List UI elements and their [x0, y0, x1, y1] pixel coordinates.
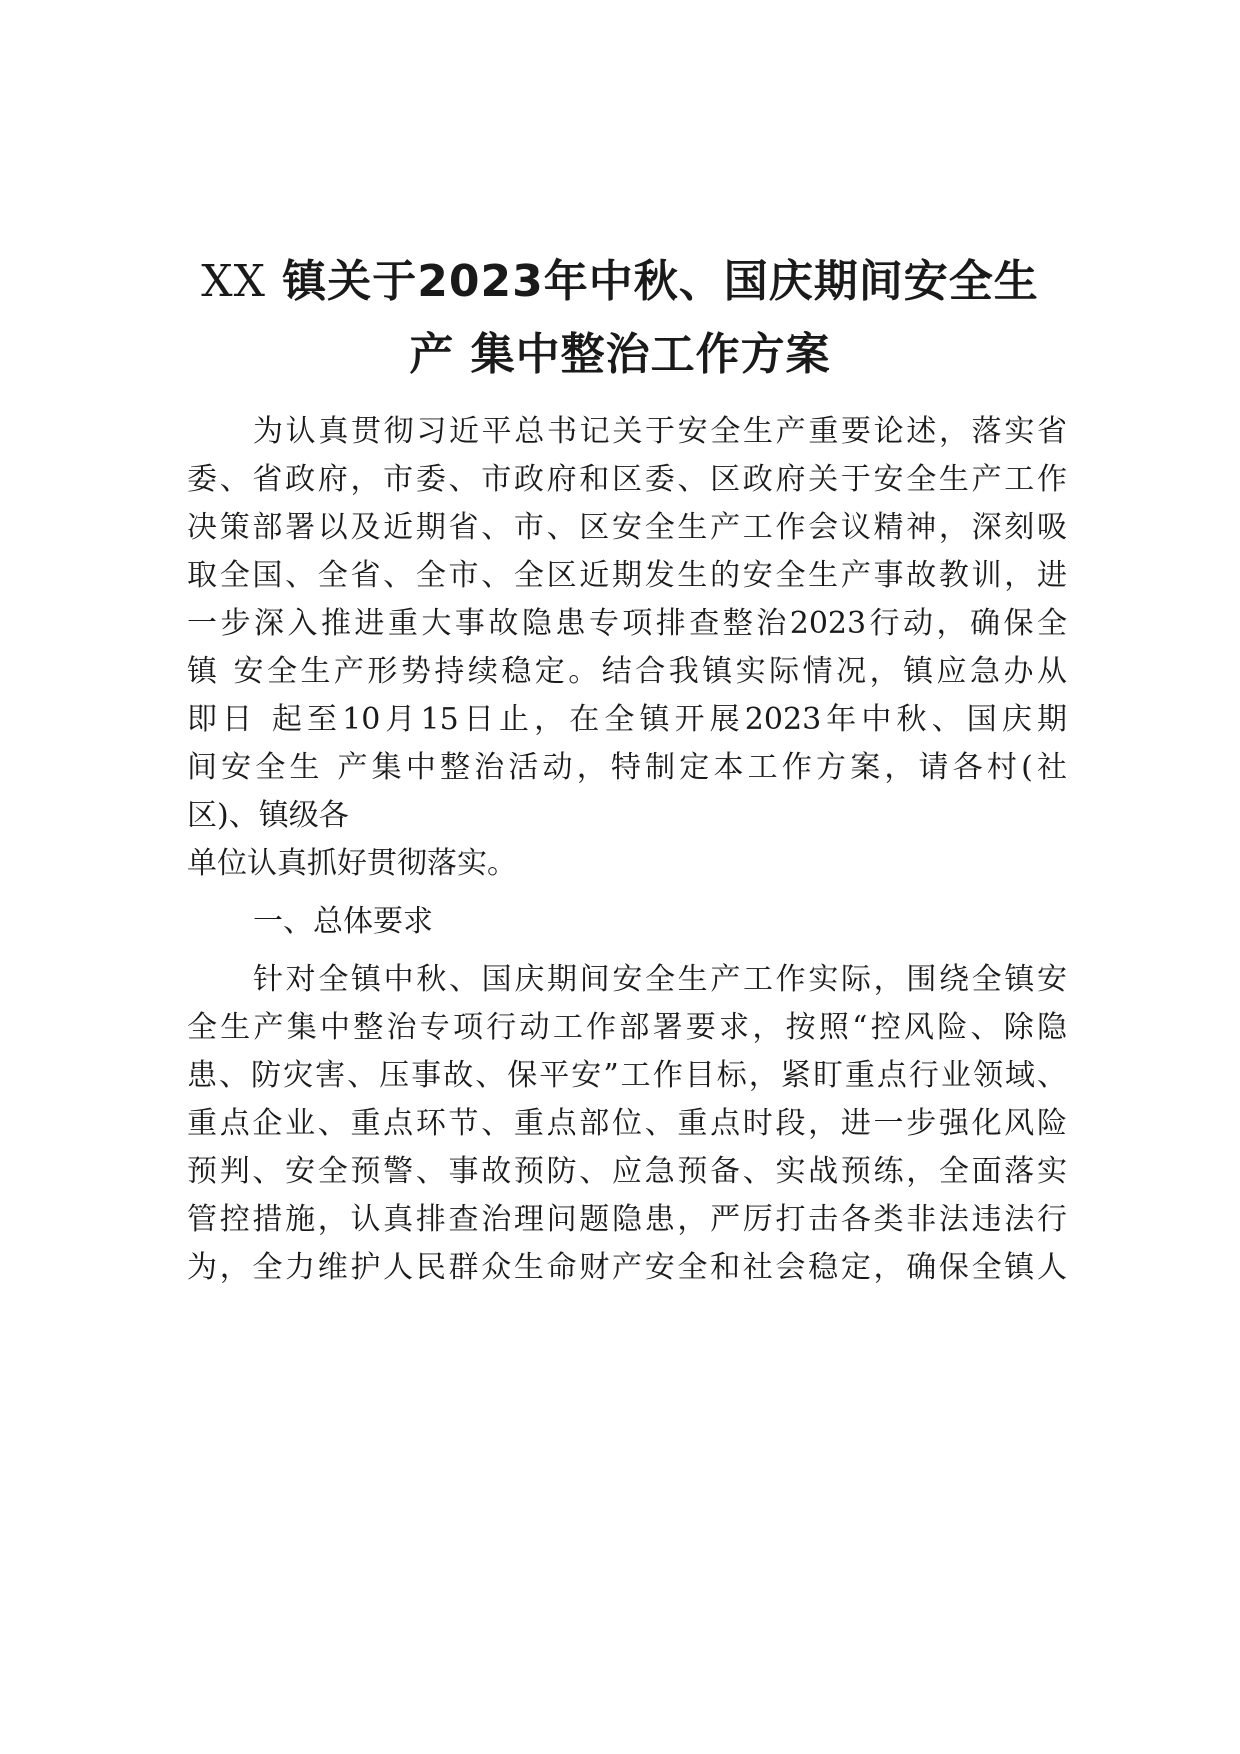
paragraph-2-line: 为，全力维护人民群众生命财产安全和社会稳定，确保全镇人 — [187, 1250, 1067, 1285]
paragraph-1-line: 间安全生 产集中整治活动，特制定本工作方案，请各村(社 — [187, 750, 1067, 785]
paragraph-1-line: 即日 起至10月15日止，在全镇开展2023年中秋、国庆期 — [187, 702, 1067, 737]
paragraph-1-line: 单位认真抓好贯彻落实。 — [187, 846, 517, 881]
paragraph-1-line: 为认真贯彻习近平总书记关于安全生产重要论述，落实省 — [253, 414, 1067, 449]
section-heading-1: 一、总体要求 — [253, 904, 433, 939]
paragraph-1-line: 区)、镇级各 — [187, 798, 349, 833]
paragraph-2-line: 重点企业、重点环节、重点部位、重点时段，进一步强化风险 — [187, 1106, 1067, 1141]
paragraph-1-line: 决策部署以及近期省、市、区安全生产工作会议精神，深刻吸 — [187, 510, 1067, 545]
paragraph-2-line: 预判、安全预警、事故预防、应急预备、实战预练，全面落实 — [187, 1154, 1067, 1189]
paragraph-1-line: 取全国、全省、全市、全区近期发生的安全生产事故教训，进 — [187, 558, 1067, 593]
document-title-line-2: 产 集中整治工作方案 — [409, 329, 831, 380]
paragraph-1-line: 一步深入推进重大事故隐患专项排查整治2023行动，确保全 — [187, 606, 1067, 641]
paragraph-2-line: 管控措施，认真排查治理问题隐患，严厉打击各类非法违法行 — [187, 1202, 1067, 1237]
paragraph-2-line: 患、防灾害、压事故、保平安”工作目标，紧盯重点行业领域、 — [187, 1058, 1067, 1093]
paragraph-1-line: 镇 安全生产形势持续稳定。结合我镇实际情况，镇应急办从 — [187, 654, 1067, 689]
paragraph-1-line: 委、省政府，市委、市政府和区委、区政府关于安全生产工作 — [187, 462, 1067, 497]
document-title-line-1 — [150, 245, 1090, 309]
paragraph-2-line: 全生产集中整治专项行动工作部署要求，按照“控风险、除隐 — [187, 1010, 1067, 1045]
title-prefix: XX — [201, 256, 266, 307]
paragraph-2-line: 针对全镇中秋、国庆期间安全生产工作实际，围绕全镇安 — [253, 962, 1067, 997]
title-line-1-text: 镇关于2023年中秋、国庆期间安全生 — [265, 256, 1039, 307]
